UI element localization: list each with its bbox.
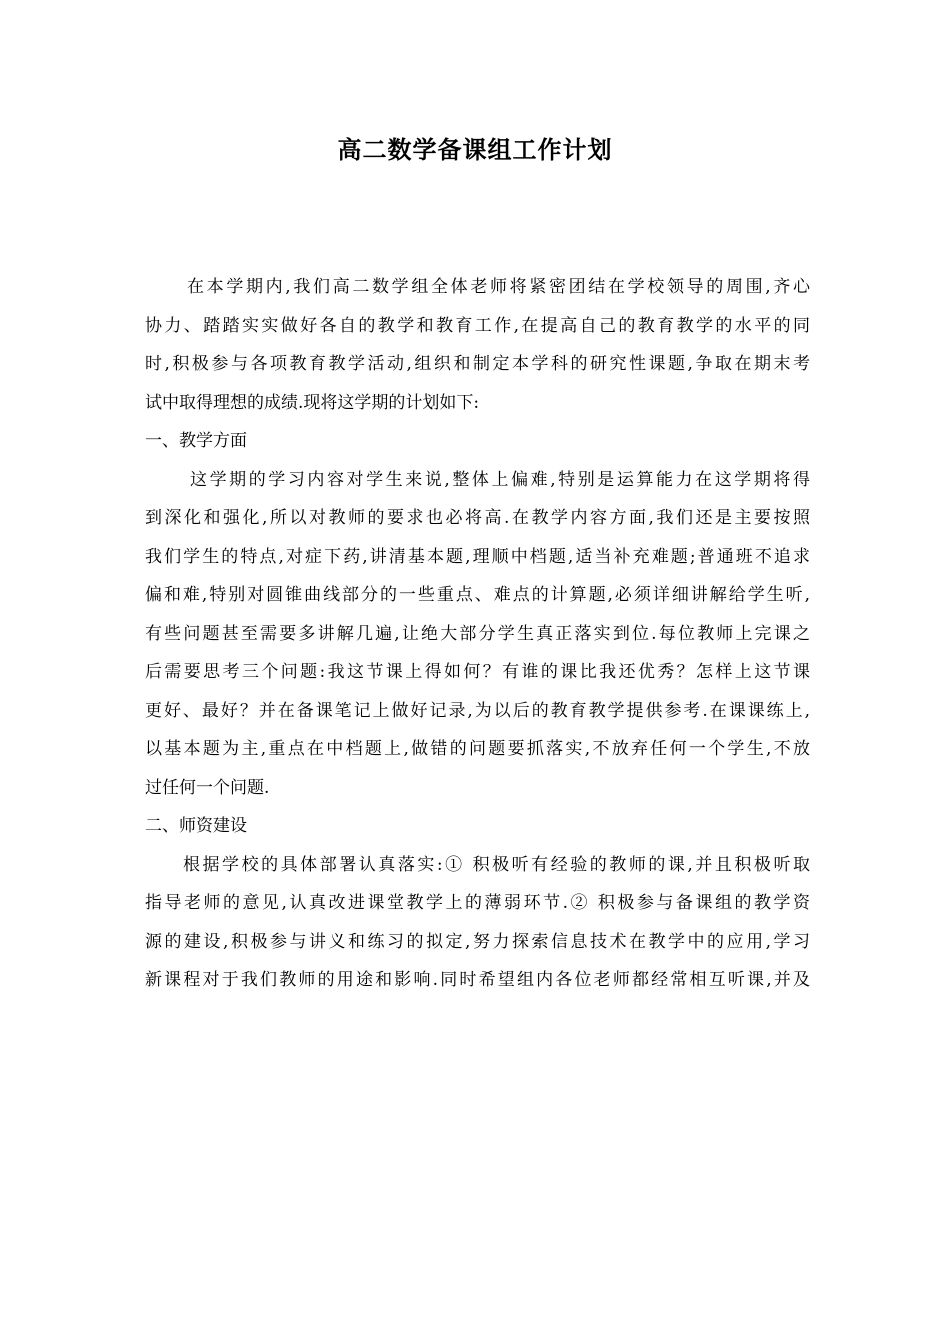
paragraph-line: 过任何一个问题. [145, 777, 270, 798]
paragraph-line: 更好、最好？并在备课笔记上做好记录,为以后的教育教学提供参考.在课课练上, [145, 700, 810, 721]
paragraph-line: 我们学生的特点,对症下药,讲清基本题,理顺中档题,适当补充难题;普通班不追求 [145, 546, 810, 567]
section-heading-faculty: 二、师资建设 [145, 816, 247, 836]
paragraph-line: 以基本题为主,重点在中档题上,做错的问题要抓落实,不放弃任何一个学生,不放 [145, 739, 810, 759]
paragraph-line: 偏和难,特别对圆锥曲线部分的一些重点、难点的计算题,必须详细讲解给学生听, [145, 585, 810, 605]
paragraph-line: 源的建设,积极参与讲义和练习的拟定,努力探索信息技术在教学中的应用,学习 [145, 931, 810, 952]
paragraph-line: 后需要思考三个问题:我这节课上得如何？有谁的课比我还优秀？怎样上这节课 [145, 662, 810, 682]
faculty-paragraph [145, 846, 810, 1000]
intro-paragraph [145, 268, 810, 422]
paragraph-line: 协力、踏踏实实做好各自的教学和教育工作,在提高自己的教育教学的水平的同 [145, 315, 810, 336]
section-heading-teaching: 一、教学方面 [145, 431, 247, 451]
paragraph-line: 试中取得理想的成绩.现将这学期的计划如下: [145, 392, 480, 413]
paragraph-line: 这学期的学习内容对学生来说,整体上偏难,特别是运算能力在这学期将得 [190, 469, 810, 490]
document-body [145, 268, 810, 1000]
paragraph-line: 时,积极参与各项教育教学活动,组织和制定本学科的研究性课题,争取在期末考 [145, 354, 810, 374]
document-title: 高二数学备课组工作计划 [337, 136, 613, 164]
paragraph-line: 新课程对于我们教师的用途和影响.同时希望组内各位老师都经常相互听课,并及 [145, 970, 810, 990]
paragraph-line: 指导老师的意见,认真改进课堂教学上的薄弱环节.② 积极参与备课组的教学资 [145, 893, 810, 913]
paragraph-line: 到深化和强化,所以对教师的要求也必将高.在教学内容方面,我们还是主要按照 [145, 508, 810, 528]
paragraph-line: 根据学校的具体部署认真落实:① 积极听有经验的教师的课,并且积极听取 [183, 854, 810, 875]
teaching-paragraph [145, 461, 810, 808]
paragraph-line: 有些问题甚至需要多讲解几遍,让绝大部分学生真正落实到位.每位教师上完课之 [145, 623, 810, 644]
paragraph-line: 在本学期内,我们高二数学组全体老师将紧密团结在学校领导的周围,齐心 [187, 277, 810, 297]
